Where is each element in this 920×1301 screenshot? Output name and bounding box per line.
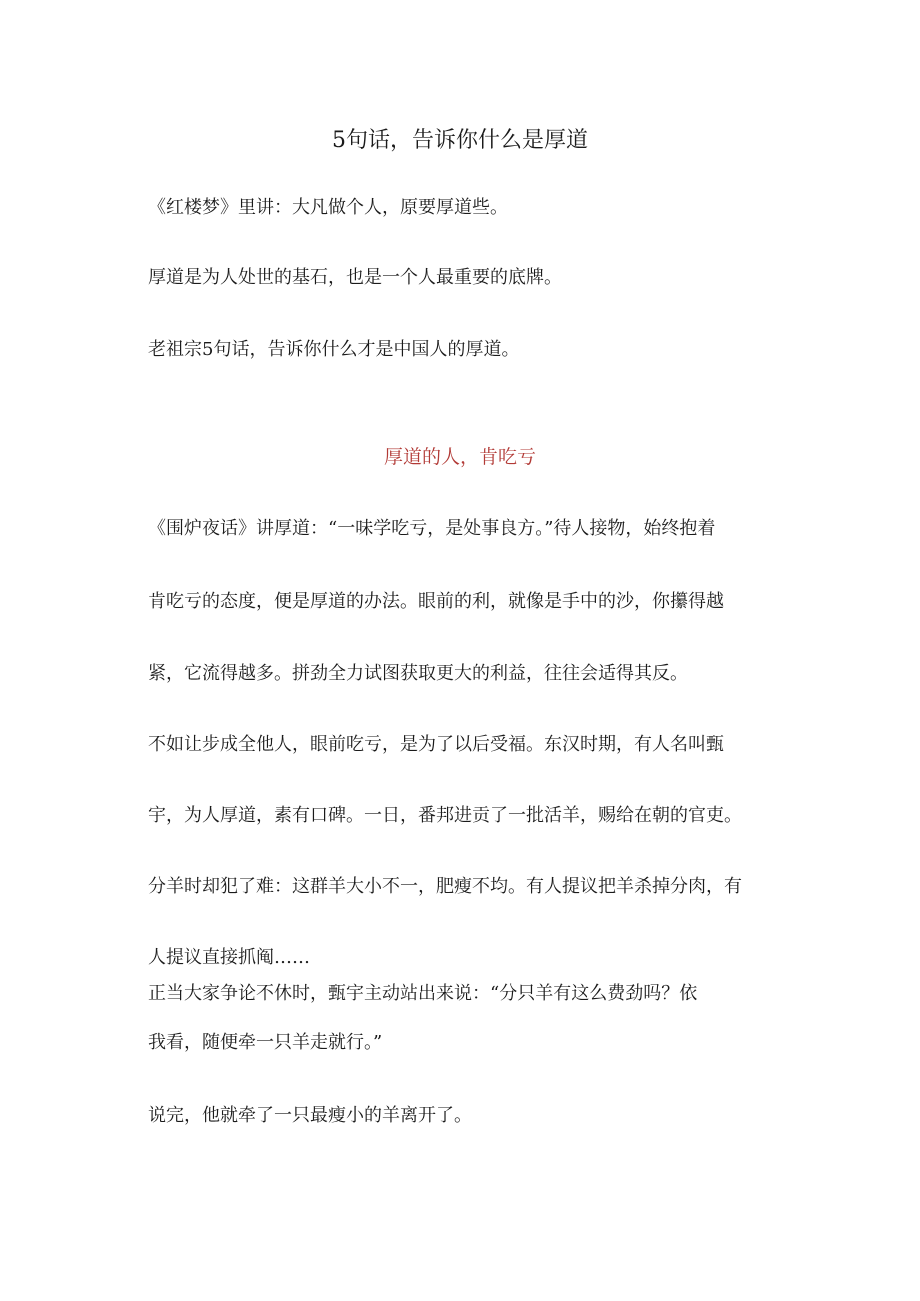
section-heading: 厚道的人，肯吃亏 — [383, 446, 536, 468]
body-line-2: 肯吃亏的态度，便是厚道的办法。眼前的利，就像是手中的沙，你攥得越 — [148, 591, 724, 612]
body-line-10: 说完，他就牵了一只最瘦小的羊离开了。 — [148, 1105, 472, 1126]
document-title: 5句话，告诉你什么是厚道 — [332, 128, 588, 153]
body-line-9: 我看，随便牵一只羊走就行。” — [148, 1032, 383, 1053]
body-line-7: 人提议直接抓阄…… — [148, 947, 310, 968]
body-line-3: 紧，它流得越多。拼劲全力试图获取更大的利益，往往会适得其反。 — [148, 663, 688, 684]
intro-paragraph-2: 厚道是为人处世的基石，也是一个人最重要的底牌。 — [148, 267, 562, 288]
intro-paragraph-1: 《红楼梦》里讲：大凡做个人，原要厚道些。 — [148, 197, 508, 218]
body-line-1: 《围炉夜话》讲厚道：“一味学吃亏，是处事良方。”待人接物，始终抱着 — [148, 518, 716, 539]
intro-paragraph-3: 老祖宗5句话，告诉你什么才是中国人的厚道。 — [148, 339, 520, 360]
body-line-5: 宇，为人厚道，素有口碑。一日，番邦进贡了一批活羊，赐给在朝的官吏。 — [148, 805, 742, 826]
body-line-6: 分羊时却犯了难：这群羊大小不一，肥瘦不均。有人提议把羊杀掉分肉，有 — [148, 876, 742, 897]
body-line-4: 不如让步成全他人，眼前吃亏，是为了以后受福。东汉时期，有人名叫甄 — [148, 734, 724, 755]
body-line-8: 正当大家争论不休时，甄宇主动站出来说：“分只羊有这么费劲吗？依 — [148, 983, 698, 1004]
